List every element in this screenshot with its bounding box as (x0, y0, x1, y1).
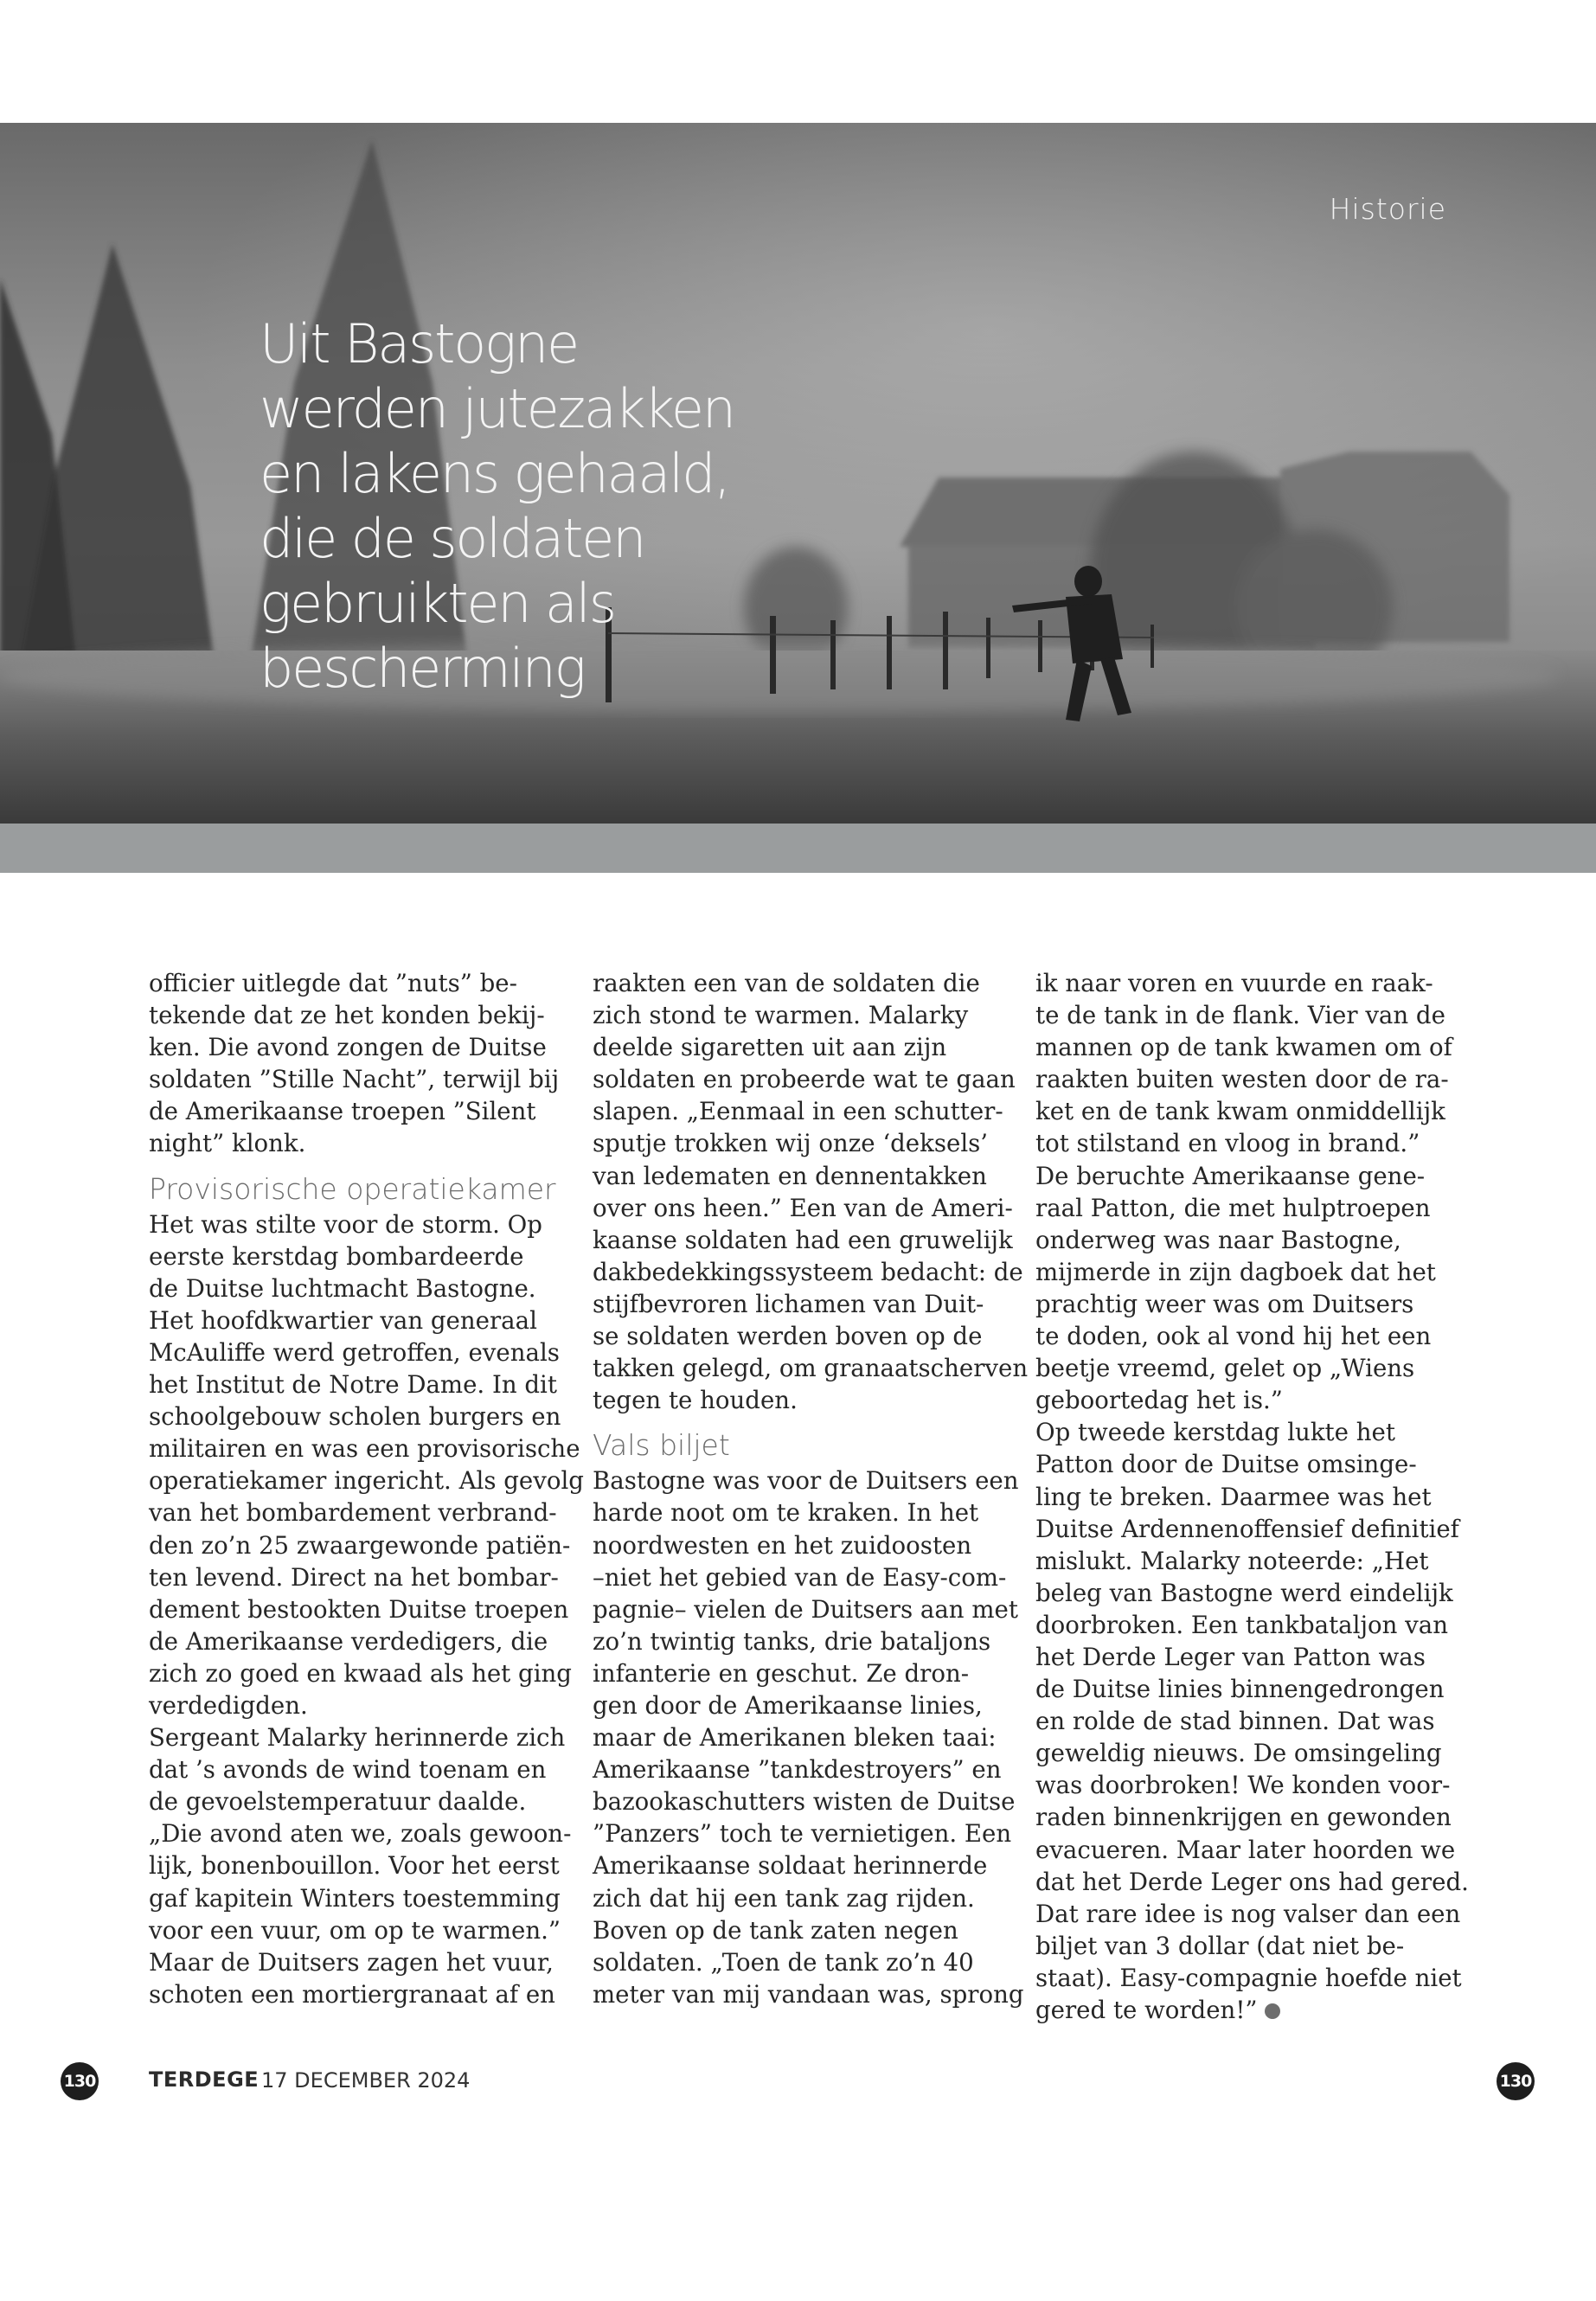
subheading: Provisorische operatiekamer (149, 1171, 556, 1206)
text-line: Het hoofdkwartier van generaal (149, 1305, 537, 1335)
paragraph (1035, 1160, 1451, 1417)
text-line: raal Patton, die met hulptroepen (1035, 1193, 1431, 1222)
text-line: slapen. „Eenmaal in een schutter- (593, 1097, 1003, 1126)
text-line: schoolgebouw scholen burgers en (149, 1402, 561, 1432)
text-line: bazookaschutters wisten de Duitse (593, 1787, 1016, 1817)
text-line: onderweg was naar Bastogne, (1035, 1225, 1401, 1254)
section-label: Historie (1329, 192, 1446, 226)
text-line: geboortedag het is.” (1035, 1386, 1283, 1415)
text-line: zich zo goed en kwaad als het ging (149, 1658, 572, 1688)
text-line: ”Panzers” toch te vernietigen. Een (593, 1819, 1012, 1849)
text-line: sputje trokken wij onze ‘deksels’ (593, 1129, 989, 1158)
text-line: deelde sigaretten uit aan zijn (593, 1033, 947, 1062)
paragraph (593, 1465, 1024, 2010)
text-line: de gevoelstemperatuur daalde. (149, 1787, 527, 1817)
text-line: gaf kapitein Winters toestemming (149, 1883, 561, 1913)
paragraph (149, 967, 564, 1160)
text-line: van ledematen en dennentakken (593, 1161, 987, 1190)
text-line: soldaten. „Toen de tank zo’n 40 (593, 1947, 974, 1977)
text-line: zich dat hij een tank zag rijden. (593, 1883, 975, 1913)
text-line: zich stond te warmen. Malarky (593, 1001, 969, 1030)
text-line: van het bombardement verbrand- (149, 1498, 557, 1528)
issue-date: 17 DECEMBER 2024 (261, 2068, 471, 2093)
text-line: ling te breken. Daarmee was het (1035, 1482, 1432, 1511)
text-line: dement bestookten Duitse troepen (149, 1594, 569, 1624)
text-line: lijk, bonenbouillon. Voor het eerst (149, 1851, 560, 1881)
text-line: geweldig nieuws. De omsingeling (1035, 1739, 1442, 1768)
text-line: raakten buiten westen door de ra- (1035, 1065, 1449, 1094)
text-line: biljet van 3 dollar (dat niet be- (1035, 1931, 1405, 1960)
text-line: Het was stilte voor de storm. Op (149, 1209, 542, 1239)
text-line: kaanse soldaten had een gruwelijk (593, 1225, 1013, 1254)
grey-band (0, 824, 1596, 873)
text-line: tegen te houden. (593, 1386, 798, 1415)
text-line: Patton door de Duitse omsinge- (1035, 1450, 1417, 1479)
text-line: mannen op de tank kwamen om of (1035, 1033, 1452, 1062)
text-line: Bastogne was voor de Duitsers een (593, 1466, 1019, 1496)
text-line: Amerikaanse soldaat herinnerde (593, 1851, 988, 1881)
text-line: de Duitse luchtmacht Bastogne. (149, 1273, 536, 1303)
last-text-line (1035, 1994, 1451, 2026)
article-column-3 (1035, 967, 1469, 2026)
hero-photo (0, 123, 1596, 824)
text-line: De beruchte Amerikaanse gene- (1035, 1161, 1426, 1190)
text-line: den zo’n 25 zwaargewonde patiën- (149, 1530, 571, 1560)
text-line: stijfbevroren lichamen van Duit- (593, 1289, 984, 1318)
text-line: raden binnenkrijgen en gewonden (1035, 1803, 1452, 1832)
article-column-1 (149, 967, 584, 2010)
text-line: schoten een mortiergranaat af en (149, 1979, 555, 2009)
text-line: ik naar voren en vuurde en raak- (1035, 969, 1433, 997)
text-line: het Derde Leger van Patton was (1035, 1642, 1426, 1671)
paragraph (149, 1721, 572, 2010)
text-line: Amerikaanse ”tankdestroyers” en (593, 1755, 1002, 1785)
text-line: mislukt. Malarky noteerde: „Het (1035, 1546, 1429, 1575)
text-line: Sergeant Malarky herinnerde zich (149, 1723, 566, 1753)
text-line: staat). Easy-compagnie hoefde niet (1035, 1963, 1462, 1992)
text-line: evacueren. Maar later hoorden we (1035, 1835, 1456, 1864)
end-mark-icon (1265, 2003, 1280, 2019)
text-line: de Amerikaanse troepen ”Silent (149, 1097, 536, 1126)
text-line: verdedigden. (149, 1690, 308, 1720)
text-line: Op tweede kerstdag lukte het (1035, 1418, 1395, 1447)
text-line: gen door de Amerikaanse linies, (593, 1690, 983, 1720)
text-line: over ons heen.” Een van de Ameri- (593, 1193, 1013, 1222)
text-line: Duitse Ardennenoffensief definitief (1035, 1514, 1459, 1543)
text-line: tekende dat ze het konden bekij- (149, 1001, 545, 1030)
paragraph (149, 1208, 584, 1722)
text-line: McAuliffe werd getroffen, evenals (149, 1337, 560, 1367)
text-line: ten levend. Direct na het bombar- (149, 1562, 559, 1592)
text-line: te doden, ook al vond hij het een (1035, 1322, 1432, 1351)
page-number-right: 130 (1497, 2062, 1535, 2100)
publication-name: TERDEGE (149, 2067, 260, 2092)
text-line: officier uitlegde dat ”nuts” be- (149, 969, 517, 997)
text-line: soldaten en probeerde wat te gaan (593, 1065, 1016, 1094)
text-line: dakbedekkingssysteem bedacht: de (593, 1257, 1023, 1286)
text-line: gered te worden!” (1035, 1996, 1258, 2024)
text-line: militairen en was een provisorische (149, 1434, 580, 1464)
text-line: en rolde de stad binnen. Dat was (1035, 1707, 1435, 1736)
text-line: –niet het gebied van de Easy-com- (593, 1562, 1007, 1592)
text-line: beleg van Bastogne werd eindelijk (1035, 1578, 1453, 1607)
text-line: te de tank in de flank. Vier van de (1035, 1001, 1445, 1030)
text-line: takken gelegd, om granaatscherven (593, 1354, 1029, 1383)
text-line: de Duitse linies binnengedrongen (1035, 1675, 1445, 1704)
text-line: dat het Derde Leger ons had gered. (1035, 1867, 1469, 1896)
text-line: beetje vreemd, gelet op „Wiens (1035, 1354, 1415, 1383)
text-line: was doorbroken! We konden voor- (1035, 1771, 1451, 1800)
text-line: Boven op de tank zaten negen (593, 1915, 958, 1945)
text-line: eerste kerstdag bombardeerde (149, 1241, 524, 1271)
text-line: pagnie– vielen de Duitsers aan met (593, 1594, 1018, 1624)
foggy-field-photo (0, 123, 1596, 824)
paragraph (1035, 967, 1451, 1160)
text-line: ken. Die avond zongen de Duitse (149, 1033, 547, 1062)
text-line: operatiekamer ingericht. Als gevolg (149, 1466, 584, 1496)
text-line: tot stilstand en vloog in brand.” (1035, 1129, 1420, 1158)
paragraph (1035, 1416, 1469, 2026)
article-column-2 (593, 967, 1029, 2010)
text-line: „Die avond aten we, zoals gewoon- (149, 1819, 572, 1849)
text-line: raakten een van de soldaten die (593, 969, 980, 997)
text-line: mijmerde in zijn dagboek dat het (1035, 1257, 1436, 1286)
subheading: Vals biljet (593, 1428, 730, 1463)
paragraph (593, 967, 1029, 1416)
text-line: prachtig weer was om Duitsers (1035, 1289, 1414, 1318)
text-line: soldaten ”Stille Nacht”, terwijl bij (149, 1065, 560, 1094)
text-line: voor een vuur, om op te warmen.” (149, 1915, 561, 1945)
text-line: het Institut de Notre Dame. In dit (149, 1370, 557, 1400)
text-line: ket en de tank kwam onmiddellijk (1035, 1097, 1445, 1126)
text-line: doorbroken. Een tankbataljon van (1035, 1610, 1448, 1639)
text-line: zo’n twintig tanks, drie bataljons (593, 1626, 991, 1656)
text-line: Maar de Duitsers zagen het vuur, (149, 1947, 554, 1977)
page-number-left: 130 (61, 2062, 99, 2100)
text-line: harde noot om te kraken. In het (593, 1498, 979, 1528)
pull-quote: Uit Bastogne werden jutezakken en lakens gehaald, die de soldaten gebruikten als bescherming (260, 312, 734, 700)
text-line: maar de Amerikanen bleken taai: (593, 1723, 997, 1753)
text-line: meter van mij vandaan was, sprong (593, 1979, 1024, 2009)
text-line: noordwesten en het zuidoosten (593, 1530, 972, 1560)
text-line: se soldaten werden boven op de (593, 1322, 983, 1351)
text-line: infanterie en geschut. Ze dron- (593, 1658, 970, 1688)
text-line: dat ’s avonds de wind toenam en (149, 1755, 547, 1785)
text-line: de Amerikaanse verdedigers, die (149, 1626, 548, 1656)
text-line: night” klonk. (149, 1129, 306, 1158)
text-line: Dat rare idee is nog valser dan een (1035, 1899, 1461, 1928)
